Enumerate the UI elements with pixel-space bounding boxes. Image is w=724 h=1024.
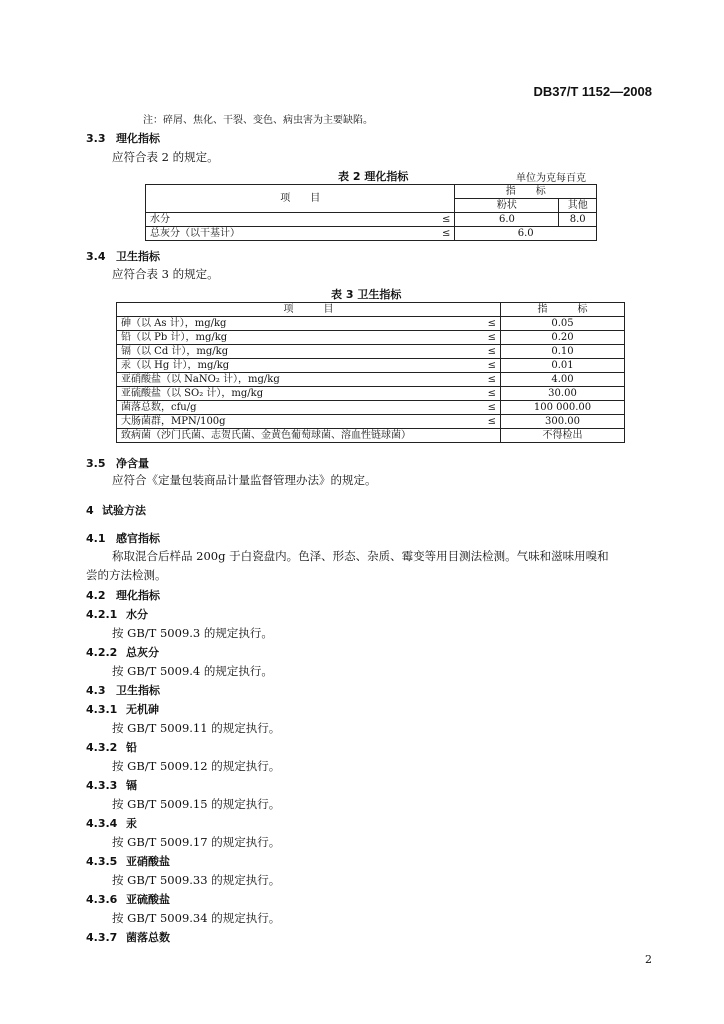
section-4-3-heading: 4.3 卫生指标 [86,684,160,697]
table-row [117,359,625,373]
table3-cell-value: 0.20 [501,331,625,345]
section-4-3-7-heading: 4.3.7 菌落总数 [86,931,170,944]
section-3-4-text: 应符合表 3 的规定。 [112,267,219,281]
table-row [117,415,625,429]
table2-caption: 表 2 理化指标 [338,170,409,183]
table-row [146,227,597,241]
table3-cell-symbol: ≤ [478,317,501,331]
table3-cell-value: 300.00 [501,415,625,429]
document-code: DB37/T 1152—2008 [533,84,652,99]
table3-cell-symbol: ≤ [478,331,501,345]
page-number: 2 [645,953,652,966]
section-4-3-1-text: 按 GB/T 5009.11 的规定执行。 [112,721,281,735]
table-row [117,345,625,359]
table2-cell-item: 水分 [146,213,433,227]
table3-cell-symbol: ≤ [478,387,501,401]
section-4-3-3-text: 按 GB/T 5009.15 的规定执行。 [112,797,281,811]
section-4-3-3-heading: 4.3.3 镉 [86,779,137,792]
table2-cell-value: 6.0 [455,227,597,241]
table-row [117,373,625,387]
section-4-3-5-heading: 4.3.5 亚硝酸盐 [86,855,170,868]
table2-unit: 单位为克每百克 [516,173,586,184]
table3-cell-symbol: ≤ [478,401,501,415]
table3-cell-value: 30.00 [501,387,625,401]
section-4-3-5-text: 按 GB/T 5009.33 的规定执行。 [112,873,281,887]
table3-caption: 表 3 卫生指标 [331,288,402,301]
section-3-5-heading: 3.5 净含量 [86,457,149,470]
table2-cell-symbol: ≤ [432,227,455,241]
table3-cell-value: 0.01 [501,359,625,373]
section-3-5-text: 应符合《定量包装商品计量监督管理办法》的规定。 [112,473,377,487]
section-4-3-2-heading: 4.3.2 铅 [86,741,137,754]
table2-cell-value: 6.0 [455,213,559,227]
section-4-3-6-text: 按 GB/T 5009.34 的规定执行。 [112,911,281,925]
section-4-3-1-heading: 4.3.1 无机砷 [86,703,159,716]
section-4-2-1-heading: 4.2.1 水分 [86,608,148,621]
table3-cell-item: 铅（以 Pb 计），mg/kg [117,331,479,345]
table-row [117,401,625,415]
section-4-heading: 4 试验方法 [86,504,146,517]
table3-cell-value: 100 000.00 [501,401,625,415]
table2-subheader-powder: 粉状 [455,199,559,213]
section-4-2-heading: 4.2 理化指标 [86,589,160,602]
table3-cell-item: 菌落总数，cfu/g [117,401,479,415]
table3-cell-symbol: ≤ [478,345,501,359]
section-4-1-text-line2: 尝的方法检测。 [86,568,167,582]
section-3-3-heading: 3.3 理化指标 [86,132,160,145]
section-4-2-1-text: 按 GB/T 5009.3 的规定执行。 [112,626,273,640]
section-4-3-2-text: 按 GB/T 5009.12 的规定执行。 [112,759,281,773]
table3-cell-item: 致病菌（沙门氏菌、志贺氏菌、金黄色葡萄球菌、溶血性链球菌） [117,429,501,443]
table2-header-item: 项 目 [146,185,455,213]
table2-cell-value: 8.0 [559,213,597,227]
table3-cell-item: 镉（以 Cd 计），mg/kg [117,345,479,359]
table3-cell-item: 大肠菌群，MPN/100g [117,415,479,429]
table3-cell-value: 0.05 [501,317,625,331]
section-4-2-2-text: 按 GB/T 5009.4 的规定执行。 [112,664,273,678]
section-4-1-text-line1: 称取混合后样品 200g 于白瓷盘内。色泽、形态、杂质、霉变等用目测法检测。气味和滋味用嗅和 [112,549,609,563]
table-row [117,429,625,443]
table3-cell-value: 不得检出 [501,429,625,443]
table3-cell-item: 砷（以 As 计），mg/kg [117,317,479,331]
section-3-3-text: 应符合表 2 的规定。 [112,150,219,164]
table2 [145,184,597,241]
table-row [117,387,625,401]
section-4-1-heading: 4.1 感官指标 [86,532,160,545]
section-4-2-2-heading: 4.2.2 总灰分 [86,646,159,659]
table3 [116,302,625,443]
table2-subheader-other: 其他 [559,199,597,213]
table-row [146,213,597,227]
section-4-3-6-heading: 4.3.6 亚硫酸盐 [86,893,170,906]
table3-cell-item: 亚硫酸盐（以 SO₂ 计），mg/kg [117,387,479,401]
note-text: 注：碎屑、焦化、干裂、变色、病虫害为主要缺陷。 [143,115,373,126]
table3-cell-symbol: ≤ [478,415,501,429]
table3-cell-item: 亚硝酸盐（以 NaNO₂ 计），mg/kg [117,373,479,387]
table3-header-index: 指 标 [501,303,625,317]
table3-cell-item: 汞（以 Hg 计），mg/kg [117,359,479,373]
section-4-3-4-heading: 4.3.4 汞 [86,817,137,830]
table3-cell-value: 4.00 [501,373,625,387]
table3-cell-symbol: ≤ [478,373,501,387]
section-3-4-heading: 3.4 卫生指标 [86,250,160,263]
table3-cell-symbol: ≤ [478,359,501,373]
section-4-3-4-text: 按 GB/T 5009.17 的规定执行。 [112,835,281,849]
table2-cell-symbol: ≤ [432,213,455,227]
table2-cell-item: 总灰分（以干基计） [146,227,433,241]
table-row [117,317,625,331]
table3-header-item: 项 目 [117,303,501,317]
table3-cell-value: 0.10 [501,345,625,359]
table-row [117,331,625,345]
table2-header-index: 指 标 [455,185,597,199]
